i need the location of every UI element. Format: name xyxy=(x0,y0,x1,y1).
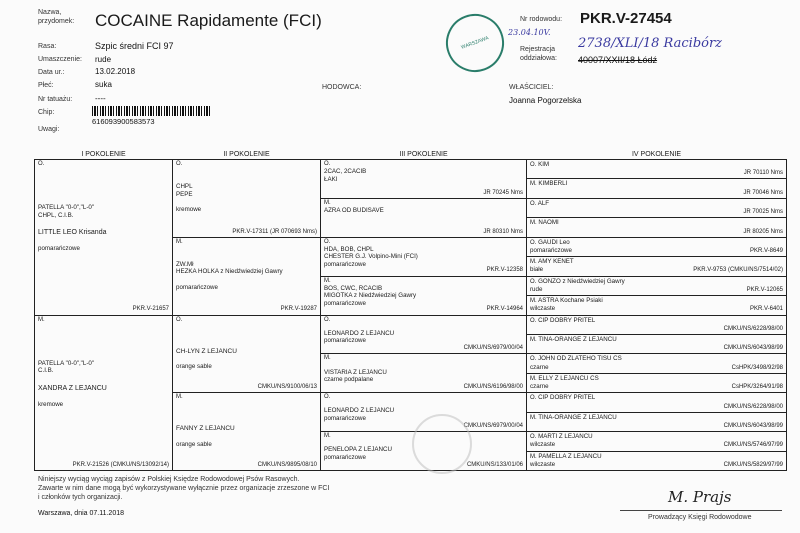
dam-cell: M. PATELLA "0-0","L-0" C.I.B. XANDRA Z LEJANCU kremowe PKR.V-21526 (CMKU/NS/13092/14) xyxy=(35,315,173,471)
dob-value: 13.02.2018 xyxy=(95,67,136,76)
pedigree-table xyxy=(34,149,787,471)
g4-cell-14: M. TINA-ORANGE Z LEJANCU CMKU/NS/6043/98/99 xyxy=(527,412,787,431)
g3-cell-5: O. LEONARDO Z LEJANCU pomarańczowe CMKU/NS/6979/00/04 xyxy=(321,315,527,354)
sire-sire-cell: O. CHPL PEPE kremowe PKR.V-17311 (JR 070693 Nms) xyxy=(173,160,321,238)
dam-sire-cell: O. CH-LYN Z LEJANCU orange sable CMKU/NS/9100/06/13 xyxy=(173,315,321,393)
breed-label: Rasa: xyxy=(38,43,57,50)
g4-cell-15: O. MARTI Z LEJANCU wilczaste CMKU/NS/5746/97/99 xyxy=(527,432,787,451)
g4-cell-12: M. ELLY Z LEJANCU CS czarne CsHPK/3264/91/98 xyxy=(527,373,787,392)
g4-cell-1: O. KIM JR 70110 Nms xyxy=(527,160,787,179)
g4-cell-6: M. AMY KENET białe PKR.V-9753 (CMKU/NS/7514/02) xyxy=(527,257,787,276)
regno-value: PKR.V-27454 xyxy=(580,10,672,27)
breeder-label: HODOWCA: xyxy=(322,84,362,91)
gen-header-2: II POKOLENIE xyxy=(223,150,270,158)
signer-role: Prowadzący Księgi Rodowodowe xyxy=(648,514,752,521)
g4-cell-8: M. ASTRA Kochane Psiaki wilczaste PKR.V-6401 xyxy=(527,296,787,315)
g4-cell-4: M. NAOMI JR 80205 Nms xyxy=(527,218,787,237)
g4-cell-10: M. TINA-ORANGE Z LEJANCU CMKU/NS/6043/98/99 xyxy=(527,334,787,353)
g4-cell-7: O. GONZO z Niedźwiedziej Gawry rude PKR.V-12065 xyxy=(527,276,787,295)
handwritten-date: 23.04.10V. xyxy=(508,28,551,37)
notes-label: Uwagi: xyxy=(38,126,60,133)
gen-header-1: I POKOLENIE xyxy=(81,150,126,158)
chip-label: Chip: xyxy=(38,109,55,116)
g4-cell-9: O. CIP DOBRY PRITEL CMKU/NS/6228/98/00 xyxy=(527,315,787,334)
reg-value: 40007/XXII/18 Łódź xyxy=(578,55,658,65)
gen-header-3: III POKOLENIE xyxy=(399,150,448,158)
breed-value: Szpic średni FCI 97 xyxy=(95,41,174,51)
faded-stamp xyxy=(412,414,472,474)
signature: M. Prajs xyxy=(668,488,732,506)
g4-cell-16: M. PAMELLA Z LEJANCU wilczaste CMKU/NS/5829/97/99 xyxy=(527,451,787,470)
reg-label: Rejestracja oddziałowa: xyxy=(520,46,557,62)
g3-cell-3: O. HDA, BOB, CHPL CHESTER G.J. Volpino-Mini (FCI) pomarańczowe PKR.V-12358 xyxy=(321,237,527,276)
chip-barcode xyxy=(92,106,210,116)
g3-cell-4: M. BOS, CWC, RCACIB MIGOTKA z Niedźwiedziej Gawry pomarańczowe PKR.V-14964 xyxy=(321,276,527,315)
color-label: Umaszczenie: xyxy=(38,56,82,63)
g3-cell-1: O. 2CAC, 2CACIB ŁAKI JR 70245 Nms xyxy=(321,160,527,199)
sex-label: Płeć: xyxy=(38,82,54,89)
g4-cell-11: O. JOHN OD ZLATEHO TISU CS czarne CsHPK/3498/92/98 xyxy=(527,354,787,373)
signature-line xyxy=(620,510,782,511)
color-value: rude xyxy=(95,55,112,64)
sire-cell: O. PATELLA "0-0","L-0" CHPL, C.I.B. LITTLE LEO Krisanda pomarańczowe PKR.V-21657 xyxy=(35,160,173,316)
g3-cell-2: M. AZRA OD BUDISAVE JR 80310 Nms xyxy=(321,198,527,237)
footer-note-3: i członków tych organizacji. xyxy=(38,494,123,501)
owner-name: Joanna Pogorzelska xyxy=(509,96,582,105)
dob-label: Data ur.: xyxy=(38,69,65,76)
regno-label: Nr rodowodu: xyxy=(520,16,563,23)
dog-name: COCAINE Rapidamente (FCI) xyxy=(95,11,322,30)
footer-note-2: Zawarte w nim dane mogą być wykorzystywane wyłącznie przez organizacje zrzeszone w FCI xyxy=(38,485,330,492)
sire-dam-cell: M. ZW.Mł HEZKA HOLKA z Niedźwiedziej Gawry pomarańczowe PKR.V-19287 xyxy=(173,237,321,315)
footer-note-1: Niniejszy wyciąg wyciąg zapisów z Polskiej Księdze Rodowodowej Psów Rasowych. xyxy=(38,476,300,483)
sex-value: suka xyxy=(95,80,112,89)
g4-cell-2: M. KIMBERLI JR 70046 Nms xyxy=(527,179,787,198)
g4-cell-3: O. ALF JR 70025 Nms xyxy=(527,198,787,217)
g4-cell-13: O. CIP DOBRY PRITEL CMKU/NS/6228/98/00 xyxy=(527,393,787,412)
g3-cell-7: O. LEONARDO Z LEJANCU pomarańczowe CMKU/NS/6979/00/04 xyxy=(321,393,527,432)
place-date: Warszawa, dnia 07.11.2018 xyxy=(38,510,124,517)
tattoo-label: Nr tatuażu: xyxy=(38,96,73,103)
name-label: Nazwa, przydomek: xyxy=(38,9,75,25)
g3-cell-8: M. PENELOPA Z LEJANCU pomarańczowe CMKU/NS/133/01/06 xyxy=(321,432,527,471)
dam-dam-cell: M. FANNY Z LEJANCU orange sable CMKU/NS/9895/08/10 xyxy=(173,393,321,471)
g3-cell-6: M. VISTARIA Z LEJANCU czarne podpalane CMKU/NS/6196/98/00 xyxy=(321,354,527,393)
owners-label: WŁAŚCICIEL: xyxy=(509,84,554,91)
handwritten-reg: 2738/XLI/18 Racibórz xyxy=(578,36,723,51)
chip-value: 616093900583573 xyxy=(92,117,155,126)
tattoo-value: ---- xyxy=(95,94,106,103)
official-stamp: WARSZAWA xyxy=(438,6,512,80)
gen-header-4: IV POKOLENIE xyxy=(631,150,682,158)
g4-cell-5: O. GAUDI Leo pomarańczowe PKR.V-8649 xyxy=(527,237,787,256)
